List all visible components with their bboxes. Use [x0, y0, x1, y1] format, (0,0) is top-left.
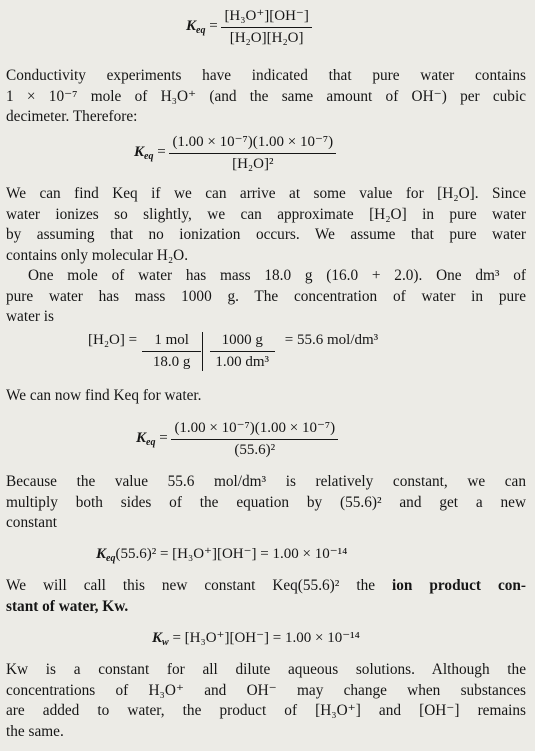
eq6-rest: = [H₃O⁺][OH⁻] = 1.00 × 10⁻¹⁴: [172, 630, 360, 646]
bleed-through: [0, 28, 6, 54]
paragraph-find-keq: [6, 386, 526, 407]
text-line: pure water has mass 1000 g. The concentration of water in pure: [6, 287, 526, 305]
paragraph-kw-constant: [6, 660, 526, 742]
text-line: multiply both sides of the equation by (55.6)² and get a new: [6, 493, 526, 511]
equation-water-concentration: [88, 332, 378, 371]
eq2-denominator: [H₂O]²: [232, 156, 274, 172]
text-line: [6, 576, 526, 597]
eq3-denominator-2: 1.00 dm³: [215, 354, 270, 370]
equation-keq-definition: $K_{eq}$ = $\frac{\text{[H₃O⁺][OH⁻]}}{\text{[H₂O][H₂O]}}$: [186, 6, 312, 47]
text-line: by assuming that no ionization occurs. We assume that pure water: [6, 226, 526, 243]
eq3-numerator-2: 1000 g: [210, 332, 275, 352]
text-line: We can find Keq if we can arrive at some value for [H₂O]. Since: [6, 185, 526, 202]
term-ion-product: ion product con-: [392, 577, 526, 594]
paragraph-multiply: [6, 472, 526, 534]
eq5-rest: (55.6)² = [H₃O⁺][OH⁻] = 1.00 × 10⁻¹⁴: [115, 546, 348, 562]
eq3-result: = 55.6 mol/dm³: [284, 332, 379, 348]
equation-keq-product: $K_{eq}(55.6)^2 = [H_3O^+][OH^-] = 1.00 \times 10^{-14}$: [96, 546, 348, 564]
term-constant-of-water: stant of water, Kw.: [6, 597, 129, 615]
text-line: water ionizes so slightly, we can approximate [H₂O] in pure water: [6, 205, 526, 223]
text-line: decimeter. Therefore:: [6, 108, 138, 125]
eq1-numerator: [H₃O⁺][OH⁻]: [221, 6, 311, 28]
equation-keq-water: $K_{eq}$ = $\frac{\text{(1.00 × 10⁻⁷)(1.00 × 10⁻⁷)}}{\text{(55.6)²}}$: [136, 418, 338, 459]
unit-conversion: [141, 332, 281, 371]
text-line: are added to water, the product of [H₃O⁺] and [OH⁻] remains: [6, 702, 526, 719]
text-line: One mole of water has mass 18.0 g (16.0 + 2.0). One dm³ of: [28, 267, 526, 284]
paragraph-conductivity: [6, 66, 526, 128]
paragraph-ion-product: [6, 576, 526, 617]
eq3-lhs: [H₂O] =: [88, 332, 138, 348]
text-line: Conductivity experiments have indicated that pure water contains: [6, 67, 526, 84]
eq2-numerator: (1.00 × 10⁻⁷)(1.00 × 10⁻⁷): [169, 132, 336, 154]
eq4-denominator: (55.6)²: [234, 442, 276, 458]
equation-keq-values: $K_{eq}$ = $\frac{\text{(1.00 × 10⁻⁷)(1.00 × 10⁻⁷)}}{\text{[H₂O]²}}$: [134, 132, 336, 173]
paragraph-water-mass: [6, 266, 526, 328]
eq1-denominator: [H₂O][H₂O]: [229, 30, 304, 46]
ion-product-intro: We will call this new constant Keq(55.6)² the: [6, 577, 393, 594]
text-line: 1 × 10⁻⁷ mole of H₃O⁺ (and the same amount of OH⁻) per cubic: [6, 87, 526, 105]
text-line: Kw is a constant for all dilute aqueous solutions. Although the: [6, 661, 526, 678]
eq3-numerator-1: 1 mol: [142, 332, 201, 352]
eq3-denominator-1: 18.0 g: [152, 354, 191, 370]
text-line: the same.: [6, 722, 64, 740]
equation-kw: $K_w = [H_3O^+][OH^-] = 1.00 \times 10^{-14}$: [152, 630, 360, 648]
text-line: water is: [6, 308, 54, 325]
paragraph-approximation: [6, 184, 526, 266]
eq4-numerator: (1.00 × 10⁻⁷)(1.00 × 10⁻⁷): [171, 418, 338, 440]
text-line: concentrations of H₃O⁺ and OH⁻ may change when substances: [6, 681, 526, 699]
text-line: [6, 597, 526, 618]
text-line: We can now find Keq for water.: [6, 387, 202, 404]
text-line: contains only molecular H₂O.: [6, 246, 189, 264]
text-line: constant: [6, 514, 57, 531]
text-line: Because the value 55.6 mol/dm³ is relatively constant, we can: [6, 473, 526, 490]
